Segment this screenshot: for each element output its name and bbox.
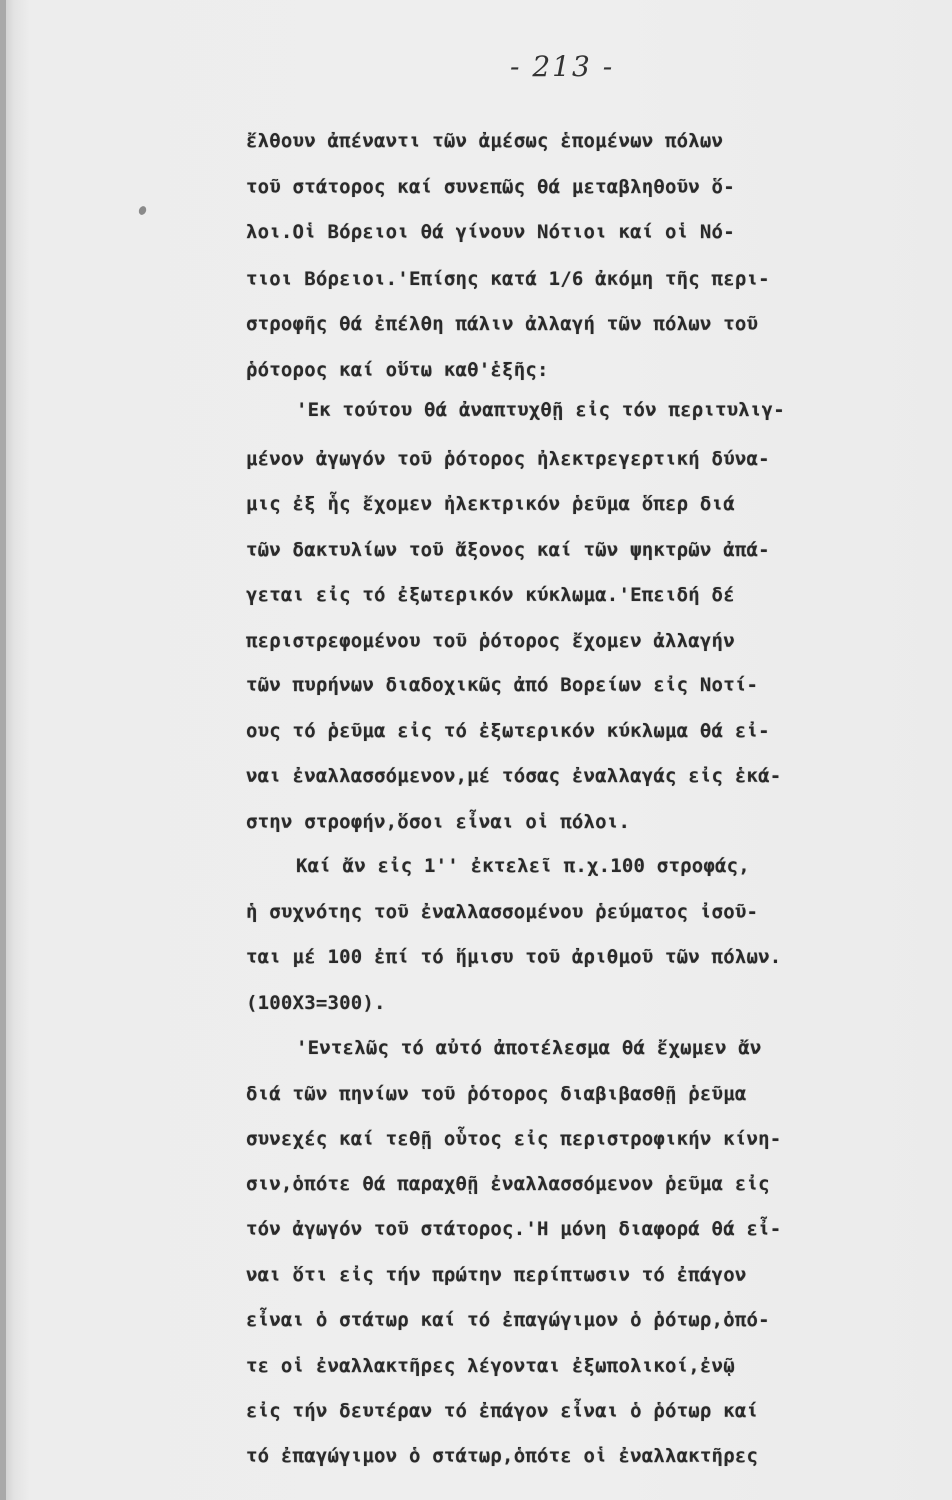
text-line: τῶν δακτυλίων τοῦ ἄξονος καί τῶν ψηκτρῶν ἀπά- [246,539,770,561]
text-line: τε οἱ ἐναλλακτῆρες λέγονται ἐξωπολικοί,ἐνῷ [246,1355,735,1377]
text-line: εἰς τήν δευτέραν τό ἐπάγον εἶναι ὁ ῥότωρ καί [246,1400,759,1422]
text-line: τιοι Βόρειοι.'Επίσης κατά 1/6 ἀκόμη τῆς περι- [246,268,770,290]
ink-speck [137,205,147,216]
text-line: τοῦ στάτορος καί συνεπῶς θά μεταβληθοῦν ὅ- [246,176,735,198]
page-number: - 213 - [510,50,615,83]
text-line: τό ἐπαγώγιμον ὁ στάτωρ,ὁπότε οἱ ἐναλλακτῆρες [246,1445,759,1467]
text-line: μένον ἀγωγόν τοῦ ῥότορος ἠλεκτρεγερτική δύνα- [246,448,770,470]
text-line: μις ἐξ ἧς ἔχομεν ἠλεκτρικόν ῥεῦμα ὅπερ διά [246,493,735,515]
text-line: ῥότορος καί οὕτω καθ'ἑξῆς: [246,359,549,381]
text-line: ναι ἐναλλασσόμενον,μέ τόσας ἐναλλαγάς εἰς ἑκά- [246,765,782,787]
text-line: (100Χ3=300). [246,992,386,1014]
text-line: τῶν πυρήνων διαδοχικῶς ἀπό Βορείων εἰς Νοτί- [246,674,759,696]
text-line: ται μέ 100 ἐπί τό ἥμισυ τοῦ ἀριθμοῦ τῶν πόλων. [246,946,782,968]
text-line: ἔλθουν ἀπέναντι τῶν ἀμέσως ἑπομένων πόλων [246,130,724,152]
text-line: συνεχές καί τεθῇ οὗτος εἰς περιστροφικήν κίνη- [246,1128,782,1150]
text-line: 'Εκ τούτου θά ἀναπτυχθῇ εἰς τόν περιτυλιγ- [296,399,785,421]
text-line: τόν ἀγωγόν τοῦ στάτορος.'Η μόνη διαφορά θά εἶ- [246,1218,782,1240]
text-line: ους τό ῥεῦμα εἰς τό ἐξωτερικόν κύκλωμα θά εἰ- [246,720,770,742]
page-left-edge [0,0,6,1500]
text-line: στην στροφήν,ὅσοι εἶναι οἱ πόλοι. [246,811,631,833]
text-line: περιστρεφομένου τοῦ ῥότορος ἔχομεν ἀλλαγήν [246,630,735,652]
text-line: εἶναι ὁ στάτωρ καί τό ἐπαγώγιμον ὁ ῥότωρ,ὁπό- [246,1309,770,1331]
text-line: σιν,ὁπότε θά παραχθῇ ἐναλλασσόμενον ῥεῦμα εἰς [246,1173,770,1195]
text-line: στροφῆς θά ἐπέλθη πάλιν ἀλλαγή τῶν πόλων τοῦ [246,313,759,335]
text-line: 'Εντελῶς τό αὐτό ἀποτέλεσμα θά ἔχωμεν ἄν [296,1037,762,1059]
text-line: Καί ἄν εἰς 1'' ἐκτελεῖ π.χ.100 στροφάς, [296,855,750,877]
text-line: ναι ὅτι εἰς τήν πρώτην περίπτωσιν τό ἐπάγον [246,1264,747,1286]
text-line: λοι.Οἱ Βόρειοι θά γίνουν Νότιοι καί οἱ Νό- [246,221,735,243]
text-line: ἡ συχνότης τοῦ ἐναλλασσομένου ῥεύματος ἰσοῦ- [246,901,759,923]
text-line: διά τῶν πηνίων τοῦ ῥότορος διαβιβασθῇ ῥεῦμα [246,1083,747,1105]
text-line: γεται εἰς τό ἐξωτερικόν κύκλωμα.'Επειδή δέ [246,584,735,606]
